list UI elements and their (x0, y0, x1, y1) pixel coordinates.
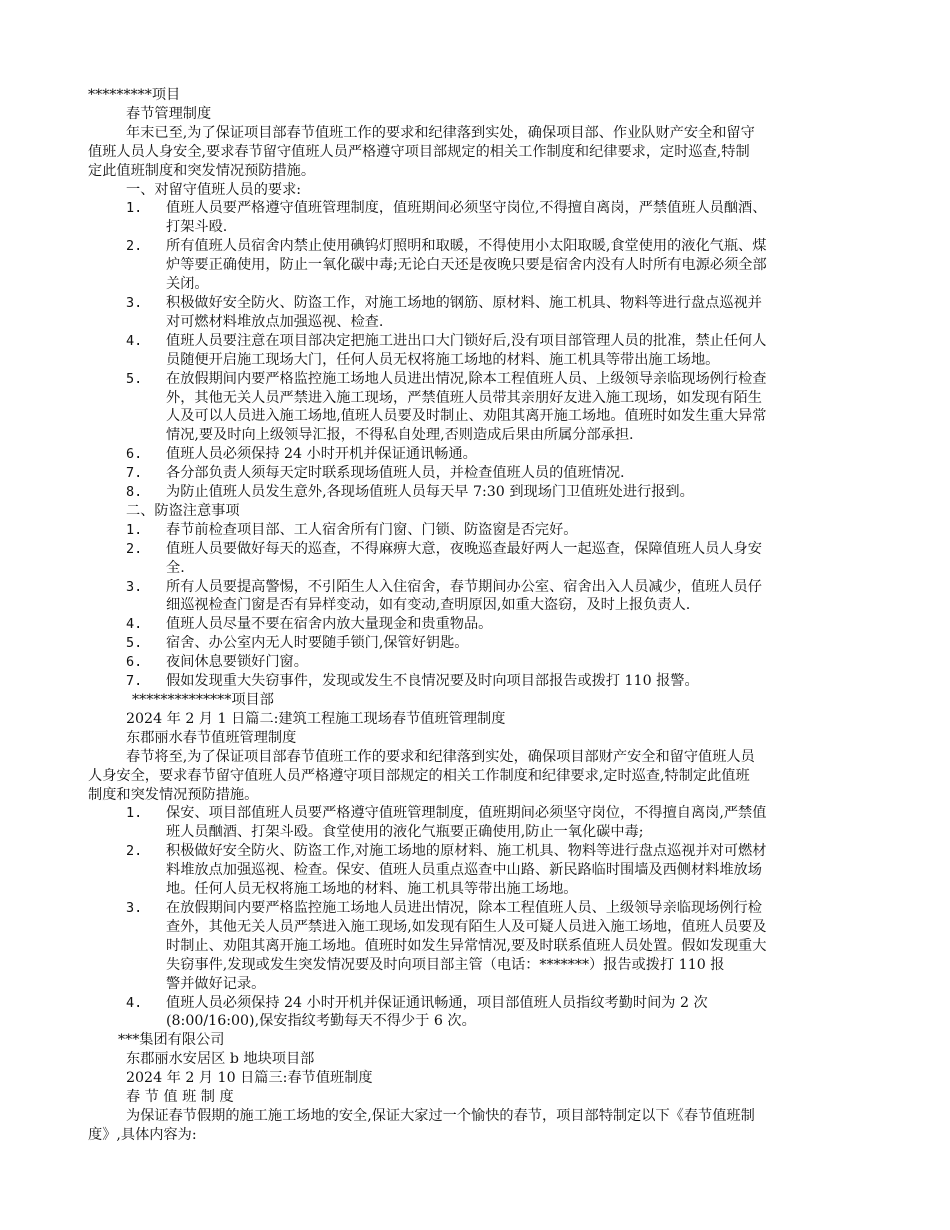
document-page (88, 86, 868, 1145)
company-name: ***集团有限公司 (118, 1032, 225, 1049)
doc-title: 春节管理制度 (126, 105, 212, 122)
list-item: 1. 值班人员要严格遵守值班管理制度，值班期间必须坚守岗位,不得擅自离岗，严禁值班人员酗酒、 打架斗殴. (126, 200, 767, 236)
section-date-title: 2024 年 2 月 1 日篇二:建筑工程施工现场春节值班管理制度 (126, 710, 506, 727)
list-item: 8. 为防止值班人员发生意外,各现场值班人员每天早 7:30 到现场门卫值班处进行报到。 (126, 484, 694, 501)
header-stars: *********项目 (88, 87, 181, 103)
list-item: 2. 值班人员要做好每天的巡查，不得麻痹大意，夜晚巡查最好两人一起巡查，保障值班人员人身安 全. (126, 540, 762, 576)
list-item: 3. 在放假期间内要严格监控施工场地人员进出情况，除本工程值班人员、上级领导亲临现场例行检 查外，其他无关人员严禁进入施工现场,如发现有陌生人及可疑人员进入施工场地，值班人员要及 时制止、劝阻其离开施工场地。值班时如发生异常情况,要及时联系值班人员处置。假如发现重大 失窃事件,发现或发生突发情况要及时向项目部主管（电话：*******）报告或拨打 110 报 警并做好记录。 (126, 899, 767, 992)
section-title: 春 节 值 班 制 度 (126, 1089, 234, 1106)
list-item: 6. 值班人员必须保持 24 小时开机并保证通讯畅通。 (126, 446, 477, 463)
list-item: 2. 所有值班人员宿舍内禁止使用碘钨灯照明和取暖，不得使用小太阳取暖,食堂使用的液化气瓶、煤 炉等要正确使用，防止一氧化碳中毒;无论白天还是夜晚只要是宿舍内没有人时所有电源必须全部 关闭。 (126, 238, 767, 293)
list-item: 1. 保安、项目部值班人员要严格遵守值班管理制度，值班期间必须坚守岗位，不得擅自离岗,严禁值 班人员酗酒、打架斗殴。食堂使用的液化气瓶要正确使用,防止一氧化碳中毒; (126, 805, 767, 841)
section-title: 东郡丽水春节值班管理制度 (126, 729, 297, 746)
list-item: 4. 值班人员尽量不要在宿舍内放大量现金和贵重物品。 (126, 616, 493, 633)
intro-paragraph: 年末已至,为了保证项目部春节值班工作的要求和纪律落到实处，确保项目部、作业队财产安全和留守 值班人员人身安全,要求春节留守值班人员严格遵守项目部规定的相关工作制度和纪律要求，定时巡查,特制 定此值班制度和突发情况预防措施。 (88, 124, 755, 179)
list-item: 3. 积极做好安全防火、防盗工作，对施工场地的钢筋、原材料、施工机具、物料等进行盘点巡视并 对可燃材料堆放点加强巡视、检查. (126, 294, 762, 330)
signature-stars: **************项目部 (132, 692, 274, 708)
intro-paragraph: 春节将至,为了保证项目部春节值班工作的要求和纪律落到实处，确保项目部财产安全和留守值班人员 人身安全，要求春节留守值班人员严格遵守项目部规定的相关工作制度和纪律要求,定时巡查,特制定此值班 制度和突发情况预防措施。 (88, 748, 755, 803)
section-heading: 二、防盗注意事项 (126, 502, 240, 519)
list-item: 6. 夜间休息要锁好门窗。 (126, 654, 308, 671)
list-item: 3. 所有人员要提高警惕，不引陌生人入住宿舍，春节期间办公室、宿舍出入人员减少，值班人员仔 细巡视检查门窗是否有异样变动，如有变动,查明原因,如重大盗窃，及时上报负责人. (126, 578, 762, 614)
duty-list (88, 804, 868, 1031)
list-item: 7. 各分部负责人须每天定时联系现场值班人员，并检查值班人员的值班情况. (126, 465, 625, 482)
section-heading: 一、对留守值班人员的要求: (126, 181, 302, 198)
list-item: 4. 值班人员必须保持 24 小时开机并保证通讯畅通，项目部值班人员指纹考勤时间为 2 次 (8:00/16:00),保安指纹考勤每天不得少于 6 次。 (126, 994, 708, 1030)
requirements-list (88, 199, 868, 502)
list-item: 7. 假如发现重大失窃事件，发现或发生不良情况要及时向项目部报告或拨打 110 报警。 (126, 673, 699, 690)
intro-paragraph: 为保证春节假期的施工施工场地的安全,保证大家过一个愉快的春节，项目部特制定以下《春节值班制 度》,具体内容为: (88, 1107, 755, 1143)
list-item: 2. 积极做好安全防火、防盗工作,对施工场地的原材料、施工机具、物料等进行盘点巡视并对可燃材 料堆放点加强巡视、检查。保安、值班人员重点巡查中山路、新民路临时围墙及西侧材料堆放场 地。任何人员无权将施工场地的材料、施工机具等带出施工场地。 (126, 843, 767, 898)
list-item: 1. 春节前检查项目部、工人宿舍所有门窗、门锁、防盗窗是否完好。 (126, 521, 578, 538)
list-item: 4. 值班人员要注意在项目部决定把施工进出口大门锁好后,没有项目部管理人员的批准，禁止任何人 员随便开启施工现场大门，任何人员无权将施工场地的材料、施工机具等带出施工场地。 (126, 332, 767, 368)
antitheft-list (88, 521, 868, 691)
list-item: 5. 宿舍、办公室内无人时要随手锁门,保管好钥匙。 (126, 635, 469, 652)
project-name: 东郡丽水安居区 b 地块项目部 (126, 1051, 315, 1068)
list-item: 5. 在放假期间内要严格监控施工场地人员进出情况,除本工程值班人员、上级领导亲临现场例行检查 外，其他无关人员严禁进入施工现场，严禁值班人员带其亲朋好友进入施工现场，如发现有陌生 人及可以人员进入施工场地,值班人员要及时制止、劝阻其离开施工场地。值班时如发生重大异常 情况,要及时向上级领导汇报，不得私自处理,否则造成后果由所属分部承担. (126, 370, 767, 444)
section-date-title: 2024 年 2 月 10 日篇三:春节值班制度 (126, 1070, 373, 1087)
